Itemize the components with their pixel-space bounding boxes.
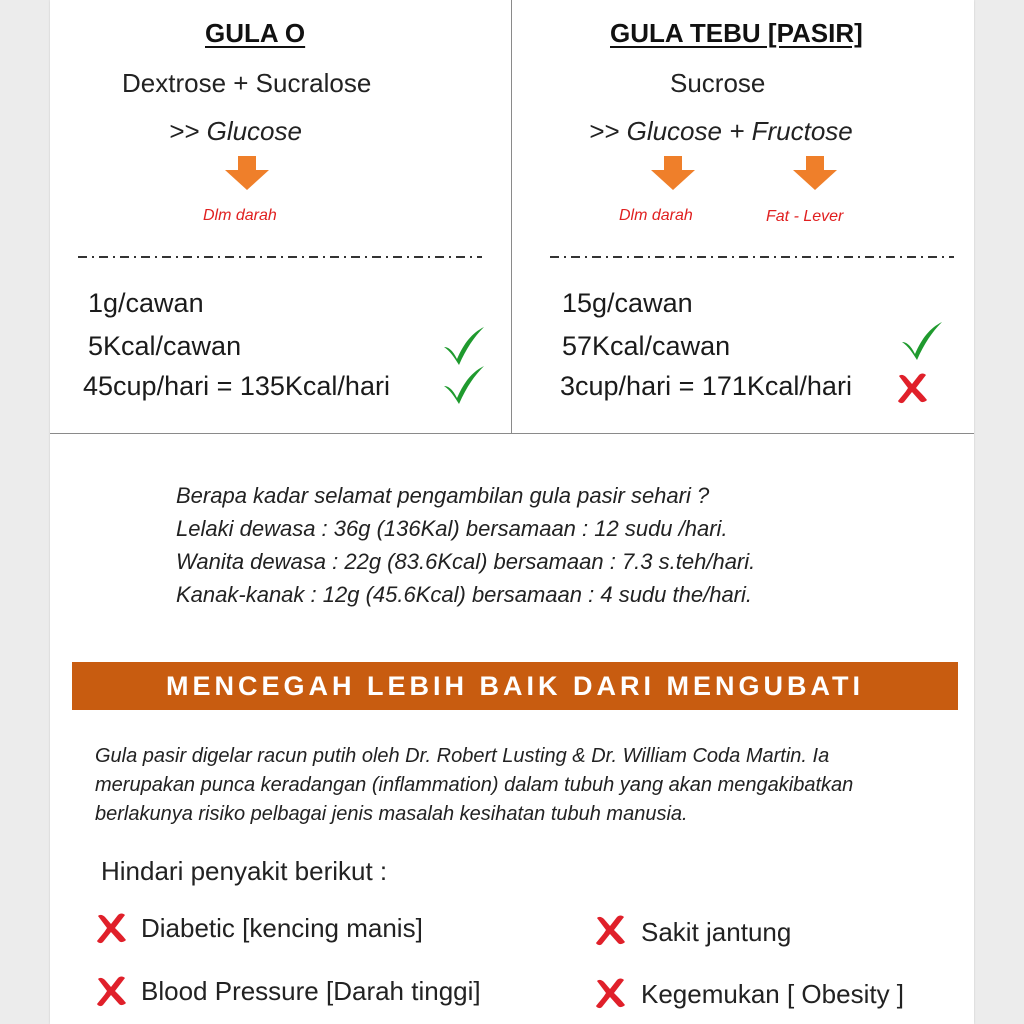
right-stat-kcal: 57Kcal/cawan (562, 331, 731, 361)
left-stat-kcal: 5Kcal/cawan (88, 331, 242, 361)
arrow-down-icon (793, 156, 837, 190)
column-divider (511, 0, 512, 434)
intake-men: Lelaki dewasa : 36g (136Kal) bersamaan : 12 sudu /hari. (176, 516, 728, 541)
right-dest-liver: Fat - Lever (766, 208, 844, 225)
slogan-banner (72, 662, 958, 710)
right-title: GULA TEBU [PASIR] (610, 18, 863, 48)
right-result: >> Glucose + Fructose (589, 116, 853, 146)
cross-icon (94, 974, 128, 1008)
left-dashed-line (78, 256, 482, 258)
check-icon (442, 364, 486, 404)
left-title: GULA O (205, 18, 306, 48)
arrow-down-icon (225, 156, 269, 190)
cross-icon (593, 913, 627, 947)
disease-obesity: Kegemukan [ Obesity ] (641, 979, 905, 1009)
paragraph-line-2: merupakan punca keradangan (inflammation) dalam tubuh yang akan mengakibatkan (95, 774, 854, 796)
left-result: >> Glucose (169, 116, 302, 146)
paragraph-line-3: berlakunya risiko pelbagai jenis masalah kesihatan tubuh manusia. (95, 803, 688, 825)
document-page (50, 0, 974, 1024)
arrow-down-icon (651, 156, 695, 190)
left-stat-grams: 1g/cawan (88, 288, 204, 318)
right-dest-blood: Dlm darah (619, 207, 693, 224)
right-dashed-line (550, 256, 954, 258)
banner-text: MENCEGAH LEBIH BAIK DARI MENGUBATI (166, 670, 864, 701)
right-stat-grams: 15g/cawan (562, 288, 693, 318)
intake-women: Wanita dewasa : 22g (83.6Kcal) bersamaan : 7.3 s.teh/hari. (176, 549, 756, 574)
paragraph-line-1: Gula pasir digelar racun putih oleh Dr. Robert Lusting & Dr. William Coda Martin. Ia (95, 745, 830, 767)
section-divider (50, 433, 974, 434)
left-dest-blood: Dlm darah (203, 207, 277, 224)
avoid-title: Hindari penyakit berikut : (101, 856, 388, 886)
right-formula: Sucrose (670, 68, 766, 98)
cross-icon (593, 976, 627, 1010)
left-formula: Dextrose + Sucralose (122, 68, 372, 98)
intake-question: Berapa kadar selamat pengambilan gula pasir sehari ? (176, 483, 710, 508)
check-icon (442, 325, 486, 365)
cross-icon (895, 371, 929, 405)
right-stat-daily: 3cup/hari = 171Kcal/hari (560, 371, 852, 401)
cross-icon (94, 911, 128, 945)
disease-diabetes: Diabetic [kencing manis] (141, 913, 423, 943)
intake-children: Kanak-kanak : 12g (45.6Kcal) bersamaan : 4 sudu the/hari. (176, 582, 753, 607)
left-stat-daily: 45cup/hari = 135Kcal/hari (83, 371, 390, 401)
disease-heart: Sakit jantung (641, 917, 792, 947)
check-icon (900, 320, 944, 360)
disease-blood-pressure: Blood Pressure [Darah tinggi] (141, 976, 481, 1006)
